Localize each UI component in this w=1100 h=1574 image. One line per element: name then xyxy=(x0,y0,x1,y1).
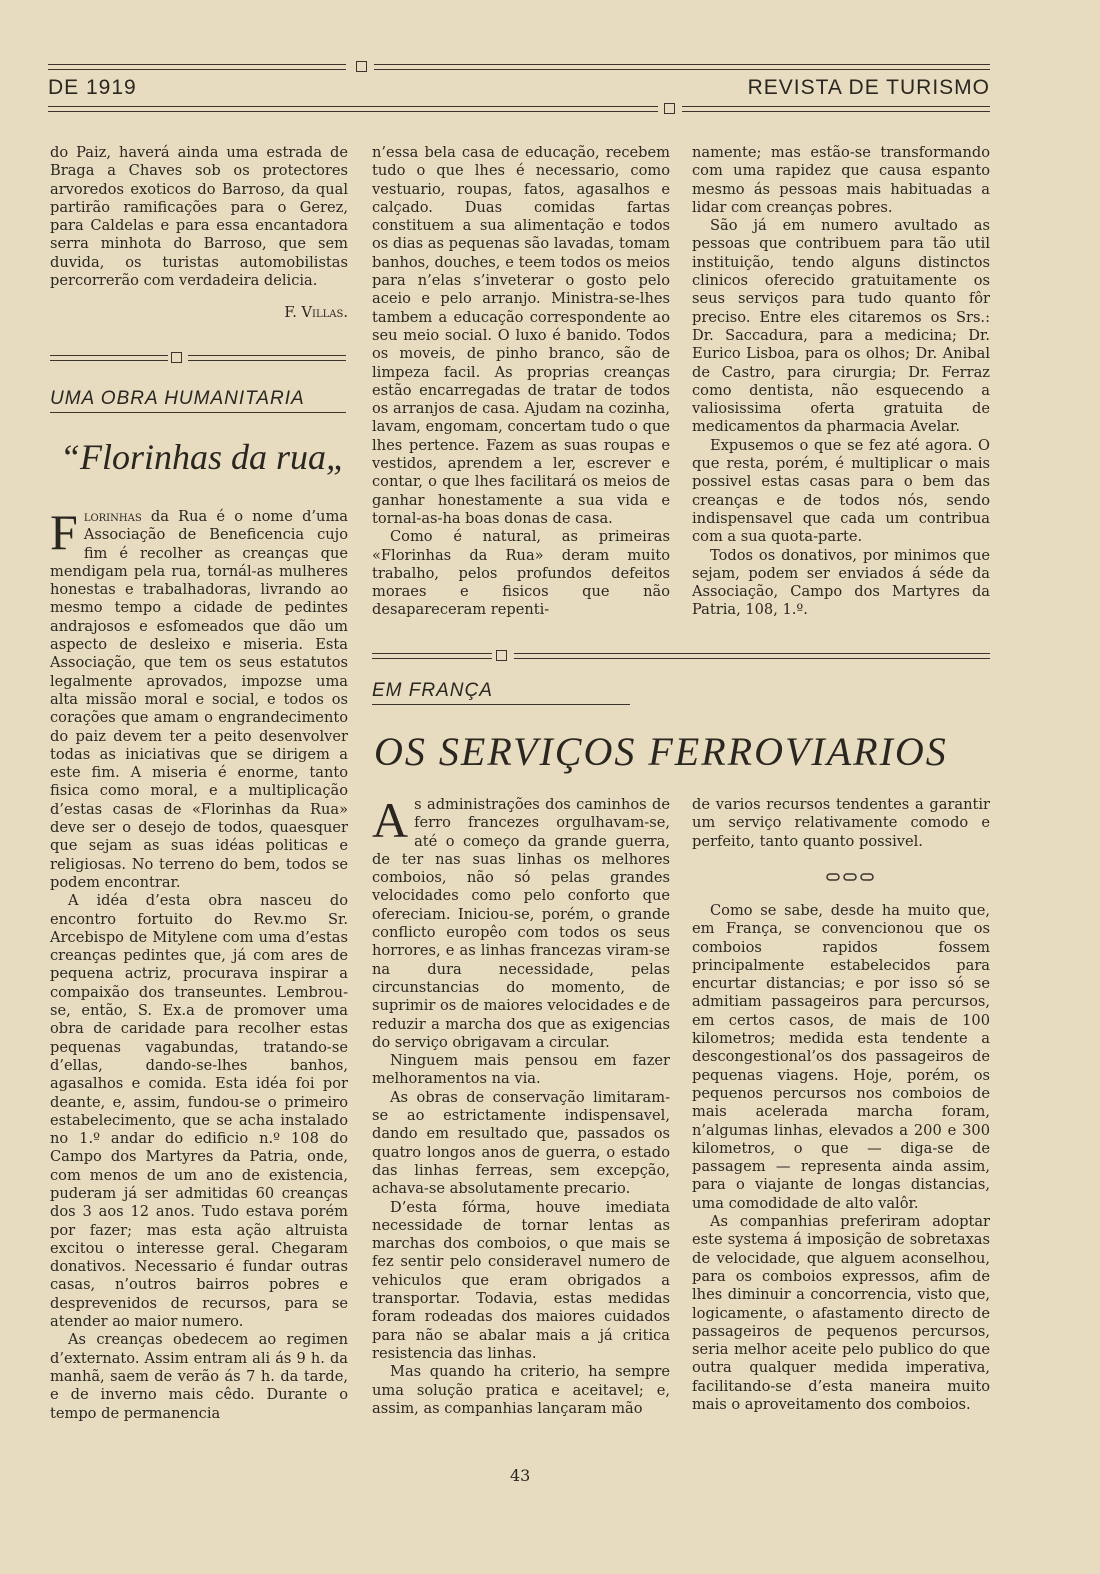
ferroviarios-paragraph-1: As administrações dos caminhos de ferro francezes orgulhavam-se, até o começo da grande guerra, de ter nas suas linhas os melhores comboios, não só pelas grandes velocidades como pelo conforto que ofereciam. Iniciou-se, porém, o grande conflicto europêo com todos os seus horrores, e as linhas francezas viram-se na dura necessidade, pelas circunstancias do momento, de suprimir os de maiores velocidades e de reduzir a marcha dos que as exigencias do serviço obrigavam a circular. xyxy=(372,792,670,1051)
divider-france-left xyxy=(372,653,492,659)
ferroviarios-paragraph-5: Mas quando ha criterio, ha sempre uma solução pratica e aceitavel; e, assim, as companhias lançaram mão xyxy=(372,1363,670,1417)
florinhas-paragraph-7: São já em numero avultado as pessoas que contribuem para tão util instituição, tendo alguns distinctos clinicos oferecido gratuitamente os seus serviços para tudo quanto fôr preciso. Entre eles citaremos os Srs.: Dr. Saccadura, para a medicina; Dr. Eurico Lisboa, para os olhos; Dr. Anibal de Castro, para cirurgia; Dr. Ferraz como dentista, não esquecendo a valiosissima oferta gratuita de medicamentos da pharmacia Avelar. xyxy=(692,217,990,436)
florinhas-paragraph-9: Todos os donativos, por minimos que sejam, podem ser enviados á séde da Associação, Campo dos Martyres da Patria, 108, 1.º. xyxy=(692,546,990,619)
section-heading-humanitaria: UMA OBRA HUMANITARIA xyxy=(50,388,346,413)
lead-word: lorinhas xyxy=(83,508,142,525)
header-ornament-bottom xyxy=(664,103,675,114)
column-france-right-body xyxy=(692,902,990,1414)
ferroviarios-paragraph-7: Como se sabe, desde ha muito que, em França, se convencionou que os comboios rapidos fossem principalmente estabelecidos para encurtar distancias; e por isso só se admitiam passageiros para percursos, em certos casos, de mais de 100 kilometros; medida esta tendente a descongestional’os dos passageiros de pequenas viagens. Hoje, porém, os pequenos percursos nos comboios de mais acelerada marcha foram, n’algumas linhas, elevados a 200 e 300 kilometros, o que — diga-se de passagem — representa ainda assim, para o viajante de longas distancias, uma comodidade de alto valôr. xyxy=(692,902,990,1212)
column-1 xyxy=(50,144,348,323)
column-france-right xyxy=(692,796,990,851)
column-france-left xyxy=(372,792,670,1418)
header-rule-bottom-right xyxy=(682,106,990,112)
ferroviarios-paragraph-6: de varios recursos tendentes a garantir um serviço relativamente comodo e perfeito, tanto quanto possivel. xyxy=(692,796,990,850)
header-rule-top-left xyxy=(48,64,346,70)
article-title-florinhas: “Florinhas da rua„ xyxy=(60,437,347,477)
section-heading-franca: EM FRANÇA xyxy=(372,680,630,705)
header-ornament-top xyxy=(356,61,367,72)
florinhas-paragraph-2: A idéa d’esta obra nasceu do encontro fortuito do Rev.mo Sr. Arcebispo de Mitylene com uma d’estas creanças pedintes que, já com ares de pequena actriz, procurava inspirar a compaixão dos transeuntes. Lembrou-se, então, S. Ex.a de promover uma obra de caridade para recolher estas pequenas vagabundas, tratando-se d’ellas, dando-se-lhes banhos, agasalhos e comida. Esta idéa foi por deante, e, assim, fundou-se o primeiro estabelecimento, que se acha instalado no 1.º andar do edificio n.º 108 do Campo dos Martyres da Patria, onde, com menos de um ano de existencia, puderam já ser admitidas 60 creanças dos 3 aos 12 anos. Tudo estava porém por fazer; mas esta ação altruista excitou o interesse geral. Chegaram donativos. Necessario é fundar outras casas, n’outros bairros pobres e desprevenidos de recursos, para se atender ao maior numero. xyxy=(50,892,348,1331)
article-signature: F. Villas. xyxy=(284,304,348,322)
column-3 xyxy=(692,144,990,620)
florinhas-paragraph-8: Expusemos o que se fez até agora. O que resta, porém, é multiplicar o mais possivel estas casas para o bem das creanças e de todos nós, sendo indispensavel que cada um contribua com a sua quota-parte. xyxy=(692,436,990,546)
divider-col1-right xyxy=(188,355,346,361)
florinhas-paragraph-1: Florinhas da Rua é o nome d’uma Associação de Beneficencia cujo fim é recolher as creanças que mendigam pela rua, tornál-as mulheres honestas e trabalhadoras, livrando ao mesmo tempo a cidade de pedintes andrajosos e esfomeados que dão um aspecto de desleixo e miseria. Esta Associação, que tem os seus estatutos legalmente aprovados, impozse uma alta missão moral e social, e todos os corações que amam o engrandecimento do paiz devem ter a peito desenvolver todas as iniciativas que se dirigem a este fim. A miseria é enorme, tanto fisica como moral, e a multiplicação d’estas casas de «Florinhas da Rua» deve ser o desejo de todos, quaesquer que sejam as suas idéas politicas e religiosas. No terreno do bem, todos se podem encontrar. xyxy=(50,504,348,891)
drop-cap-f: F xyxy=(50,504,78,560)
divider-france-right xyxy=(514,653,990,659)
page-number: 43 xyxy=(510,1466,531,1485)
ferroviarios-paragraph-2: Ninguem mais pensou em fazer melhoramentos na via. xyxy=(372,1052,670,1088)
header-magazine-title: REVISTA DE TURISMO xyxy=(747,76,990,99)
florinhas-paragraph-4: n’essa bela casa de educação, recebem tudo o que lhes é necessario, como vestuario, roupas, fatos, agasalhos e calçado. Duas comidas fartas constituem a sua alimentação e todos os dias as pequenas são lavadas, tomam banhos, douches, e teem todos os meios para n’elas s’inveterar o gosto pelo aceio e pelo arranjo. Ministra-se-lhes tambem a educação correspondente ao seu meio social. O luxo é banido. Todos os moveis, de pinho branco, são de limpeza facil. As proprias creanças estão encarregadas de tratar de todos os arranjos de casa. Ajudam na cozinha, lavam, engomam, concertam tudo o que lhes pertence. Fazem as suas roupas e vestidos, aprendem a ler, escrever e contar, o que lhes facilitará os meios de ganhar honestamente a sua vida e tornal-as-ha boas donas de casa. xyxy=(372,144,670,527)
small-ornament xyxy=(826,872,874,882)
florinhas-paragraph-3: As creanças obedecem ao regimen d’externato. Assim entram ali ás 9 h. da manhã, saem de verão ás 7 h. da tarde, e de inverno mais cêdo. Durante o tempo de permanencia xyxy=(50,1331,348,1422)
column-1-body xyxy=(50,504,348,1423)
header-rule-bottom-left xyxy=(48,106,658,112)
divider-ornament xyxy=(171,352,182,363)
ferroviarios-paragraph-4: D’esta fórma, houve imediata necessidade de tornar lentas as marchas dos comboios, o que mais se fez sentir pelo consideravel numero de vehiculos que eram obrigados a transportar. Todavia, estas medidas foram rodeadas dos maiores cuidados para não se abalar mais a já critica resistencia das linhas. xyxy=(372,1198,670,1362)
divider-col1-left xyxy=(50,355,168,361)
divider-france-ornament xyxy=(496,650,507,661)
ferroviarios-paragraph-3: As obras de conservação limitaram-se ao estrictamente indispensavel, dando em resultado que, passados os quatro longos anos de guerra, o estado das linhas ferreas, sem excepção, achava-se absolutamente precario. xyxy=(372,1088,670,1198)
intro-paragraph: do Paiz, haverá ainda uma estrada de Braga a Chaves sob os protectores arvoredos exoticos do Barroso, da qual partirão ramificações para o Gerez, para Caldelas e para essa encantadora serra minhota do Barroso, que sem duvida, os turistas automobilistas percorrerão com verdadeira delicia. xyxy=(50,144,348,290)
header-issue-year: DE 1919 xyxy=(48,76,137,99)
florinhas-paragraph-6: namente; mas estão-se transformando com uma rapidez que causa espanto mesmo ás pessoas mais habituadas a lidar com creanças pobres. xyxy=(692,144,990,216)
article-title-ferroviarios: OS SERVIÇOS FERROVIARIOS xyxy=(374,729,948,774)
drop-cap-a: A xyxy=(372,792,409,848)
header-rule-top-right xyxy=(374,64,990,70)
ferroviarios-paragraph-8: As companhias preferiram adoptar este systema á imposição de sobretaxas de velocidade, que alguem aconselhou, para os comboios expressos, afim de lhes diminuir a concorrencia, visto que, logicamente, o afastamento directo de passageiros de pequenos percursos, seria melhor aceite pelo publico do que outra qualquer medida imperativa, facilitando-se d’esta maneira muito mais o aproveitamento dos comboios. xyxy=(692,1213,990,1414)
column-2 xyxy=(372,144,670,620)
florinhas-paragraph-5: Como é natural, as primeiras «Florinhas da Rua» deram muito trabalho, pelos profundos defeitos moraes e fisicos que não desapareceram repenti- xyxy=(372,528,670,619)
